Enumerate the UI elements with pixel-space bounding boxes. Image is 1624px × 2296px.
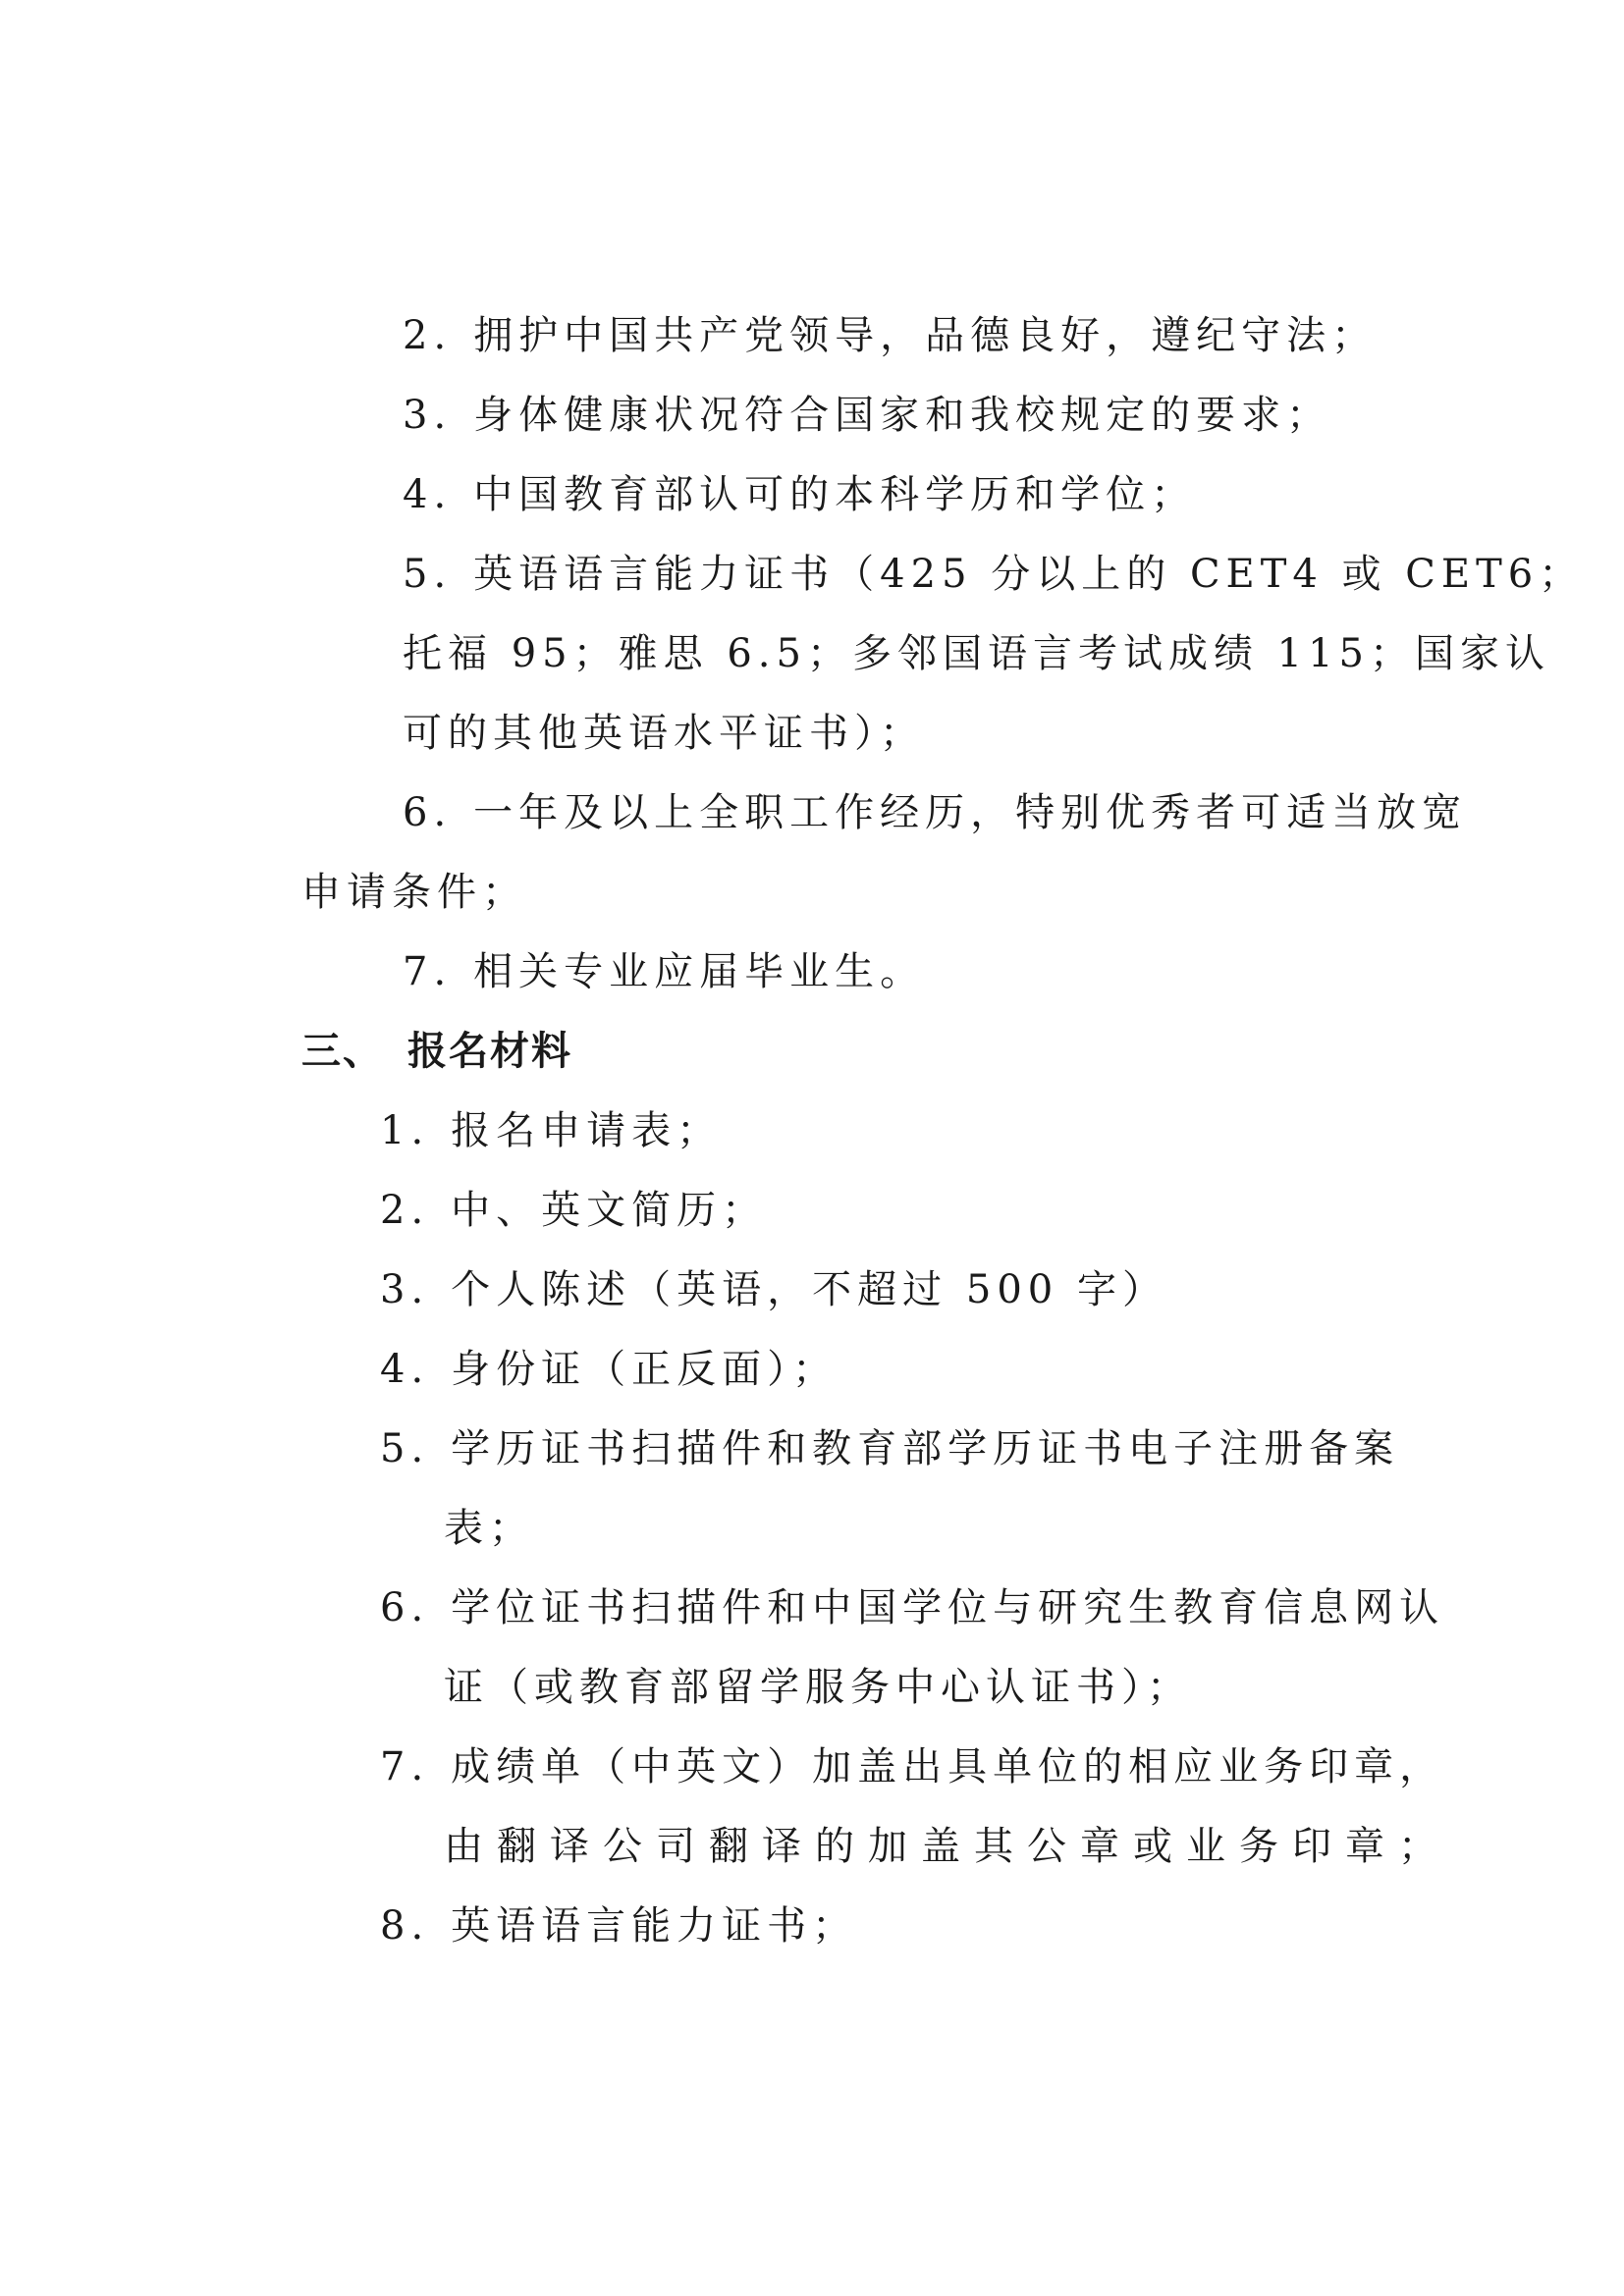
- material-item-6: [380, 1584, 1444, 1631]
- item-text: 学历证书扫描件和教育部学历证书电子注册备案: [451, 1426, 1400, 1471]
- material-item-1: [380, 1107, 722, 1154]
- section-title: 报名材料: [407, 1029, 572, 1074]
- condition-item-5-line-2: [403, 630, 1550, 677]
- condition-item-5-line-3: [403, 710, 925, 757]
- condition-item-6-line-2: [301, 869, 527, 916]
- item-number: 2.: [380, 1188, 430, 1233]
- item-number: 6.: [403, 790, 453, 835]
- item-number: 5.: [403, 552, 453, 597]
- material-item-5-line-2: [444, 1505, 534, 1552]
- item-number: 4.: [380, 1347, 430, 1392]
- item-text: 一年及以上全职工作经历，特别优秀者可适当放宽: [473, 790, 1468, 835]
- item-text: 英语语言能力证书；: [451, 1903, 858, 1949]
- item-number: 2.: [403, 313, 453, 358]
- item-number: 4.: [403, 472, 453, 517]
- item-text: 成绩单（中英文）加盖出具单位的相应业务印章，: [451, 1744, 1445, 1789]
- section-heading: [301, 1028, 572, 1075]
- item-text: 证（或教育部留学服务中心认证书）；: [444, 1665, 1192, 1710]
- material-item-3: [380, 1266, 1167, 1313]
- item-text: 英语语言能力证书（425 分以上的 CET4 或 CET6；: [473, 552, 1585, 597]
- material-item-7: [380, 1743, 1444, 1790]
- item-text: 个人陈述（英语，不超过 500 字）: [451, 1267, 1167, 1312]
- item-text: 表；: [444, 1506, 534, 1551]
- item-text: 中国教育部认可的本科学历和学位；: [473, 472, 1197, 517]
- material-item-2: [380, 1187, 767, 1234]
- material-item-5: [380, 1425, 1399, 1472]
- condition-item-3: [403, 392, 1331, 439]
- item-text: 身份证（正反面）；: [451, 1347, 839, 1392]
- condition-item-2: [403, 312, 1377, 359]
- item-text: 学位证书扫描件和中国学位与研究生教育信息网认: [451, 1585, 1445, 1630]
- item-number: 7.: [403, 949, 453, 994]
- item-text: 身体健康状况符合国家和我校规定的要求；: [473, 393, 1332, 438]
- material-item-7-line-2: [444, 1823, 1451, 1870]
- item-number: 3.: [380, 1267, 430, 1312]
- item-text: 申请条件；: [301, 870, 527, 915]
- item-text: 中、英文简历；: [451, 1188, 768, 1233]
- material-item-4: [380, 1346, 838, 1393]
- material-item-8: [380, 1902, 857, 1949]
- condition-item-5: [403, 551, 1584, 598]
- material-item-6-line-2: [444, 1664, 1192, 1711]
- item-number: 6.: [380, 1585, 430, 1630]
- item-number: 8.: [380, 1903, 430, 1949]
- item-number: 1.: [380, 1108, 430, 1153]
- item-number: 7.: [380, 1744, 430, 1789]
- section-number: 三、: [301, 1029, 384, 1074]
- item-number: 3.: [403, 393, 453, 438]
- condition-item-7: [403, 948, 925, 995]
- item-text: 相关专业应届毕业生。: [473, 949, 926, 994]
- condition-item-6: [403, 789, 1467, 836]
- item-text: 托福 95；雅思 6.5；多邻国语言考试成绩 115；国家认: [403, 631, 1551, 676]
- condition-item-4: [403, 471, 1196, 518]
- item-text: 拥护中国共产党领导，品德良好，遵纪守法；: [473, 313, 1378, 358]
- item-text: 可的其他英语水平证书）；: [403, 711, 925, 756]
- item-number: 5.: [380, 1426, 430, 1471]
- item-text: 由翻译公司翻译的加盖其公章或业务印章；: [444, 1824, 1451, 1869]
- item-text: 报名申请表；: [451, 1108, 723, 1153]
